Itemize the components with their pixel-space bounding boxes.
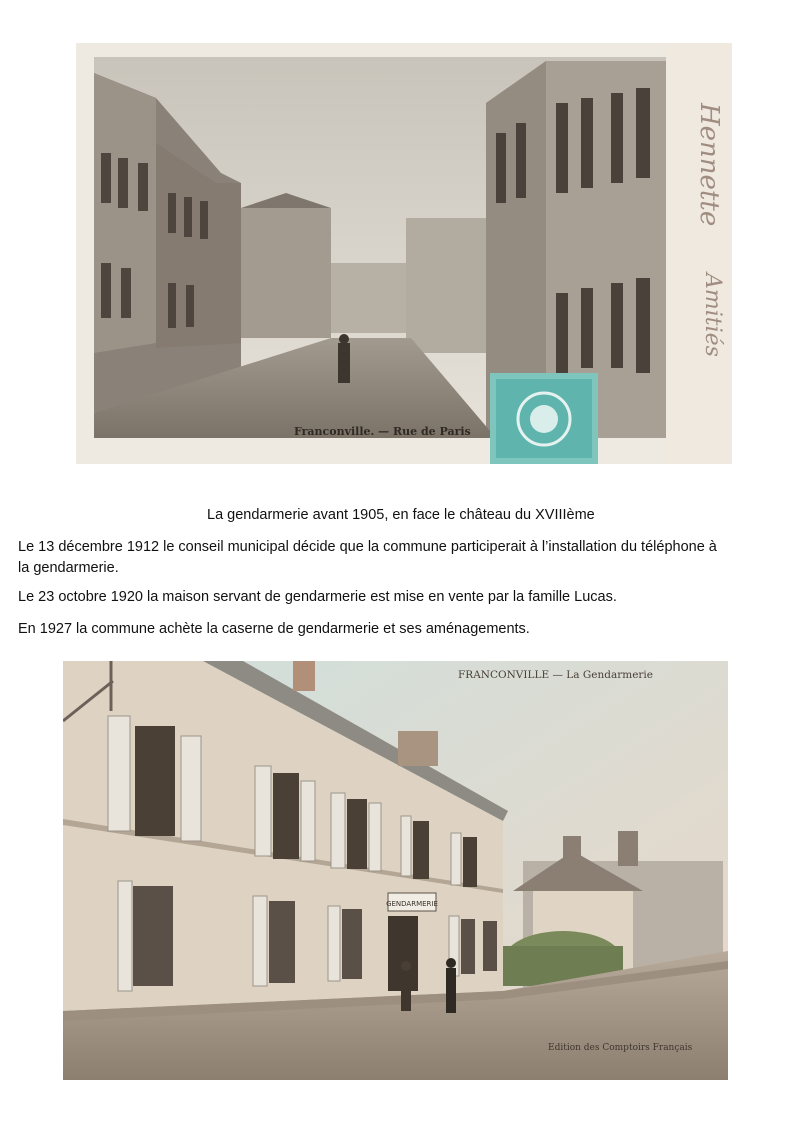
svg-text:Amitiés: Amitiés — [700, 273, 725, 357]
card-caption: Franconville. — Rue de Paris — [294, 425, 471, 438]
svg-text:Hennette: Hennette — [694, 103, 724, 227]
paragraph-1912: Le 13 décembre 1912 le conseil municipal décide que la commune participerait à l’installation du téléphone à la gendarmerie. — [18, 539, 717, 576]
postcard-rue-de-paris — [76, 43, 732, 464]
postcard-la-gendarmerie — [63, 661, 728, 1080]
publisher-credit: Edition des Comptoirs Français — [548, 1043, 693, 1053]
card-title: FRANCONVILLE — La Gendarmerie — [458, 669, 654, 681]
paragraph-1927: En 1927 la commune achète la caserne de gendarmerie et ses aménagements. — [18, 621, 530, 637]
postage-stamp — [490, 373, 598, 464]
paragraph-1920: Le 23 octobre 1920 la maison servant de gendarmerie est mise en vente par la famille Lucas. — [18, 589, 617, 605]
gendarmerie-sign: GENDARMERIE — [386, 900, 438, 908]
photo1-caption: La gendarmerie avant 1905, en face le château du XVIIIème — [207, 507, 595, 523]
